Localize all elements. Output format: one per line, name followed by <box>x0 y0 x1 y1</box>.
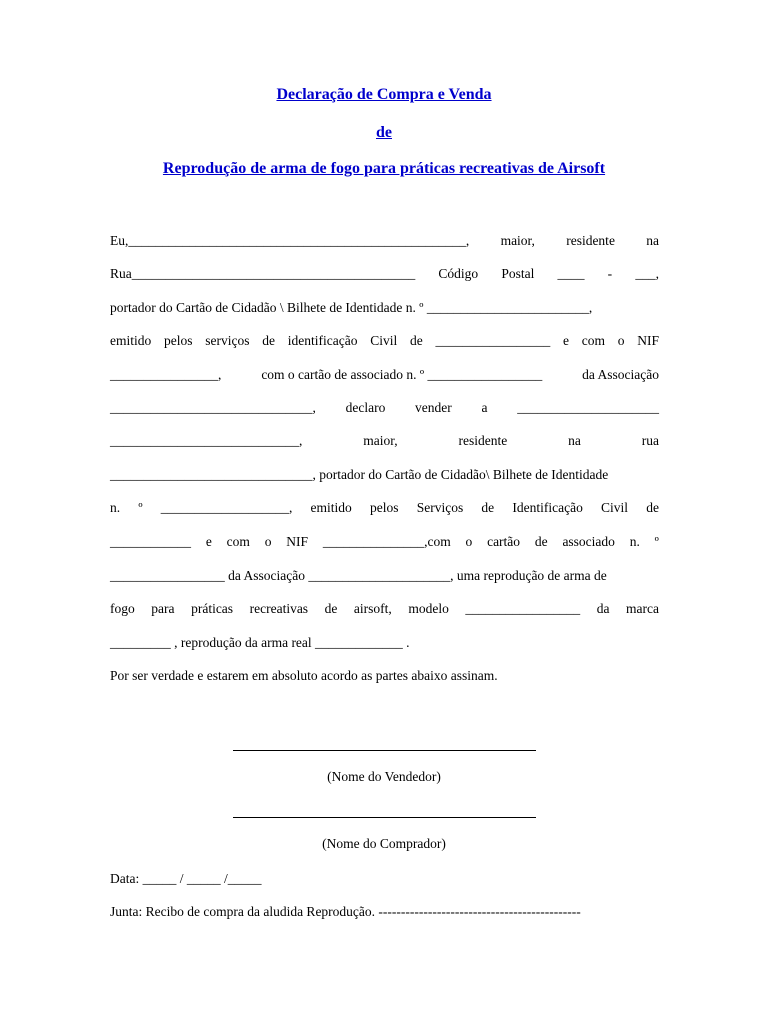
body-word: _________________ <box>465 601 581 616</box>
body-line <box>110 534 659 550</box>
body-word: serviços <box>205 333 250 348</box>
seller-name-label: (Nome do Vendedor) <box>327 769 441 784</box>
date-text: Data: _____ / _____ /_____ <box>110 871 262 886</box>
body-word: associado <box>562 534 615 549</box>
body-word: ______________________________, <box>110 400 316 415</box>
body-word: n. <box>110 500 121 515</box>
body-word: ___________________, <box>160 500 293 515</box>
body-line <box>110 300 659 316</box>
body-word: Rua__________________________________________ <box>110 266 416 281</box>
body-word: com <box>226 534 250 549</box>
body-word: n. <box>629 534 640 549</box>
body-word: pelos <box>370 500 399 515</box>
body-word: cartão <box>487 534 521 549</box>
body-word: NIF <box>637 333 659 348</box>
body-word: de <box>262 333 275 348</box>
body-word: airsoft, <box>353 601 392 616</box>
buyer-signature-line <box>233 817 536 818</box>
body-word: Postal <box>501 266 535 281</box>
body-word: ________________, <box>110 367 222 382</box>
body-line <box>110 233 659 249</box>
body-word: declaro <box>345 400 386 415</box>
body-word: para <box>151 601 175 616</box>
body-word: _____________________ <box>517 400 659 415</box>
body-word: emitido <box>110 333 152 348</box>
body-word: _________________ da Associação _____________________, uma reprodução de arma de <box>110 568 607 583</box>
body-line <box>110 367 659 383</box>
body-line <box>110 668 659 684</box>
body-word: modelo <box>408 601 449 616</box>
body-line <box>110 467 659 483</box>
body-word: práticas <box>191 601 234 616</box>
body-word: residente <box>458 433 508 448</box>
body-word: recreativas <box>249 601 309 616</box>
body-word: de <box>534 534 548 549</box>
document-subtitle: Reprodução de arma de fogo para práticas recreativas de Airsoft <box>162 160 606 177</box>
body-word: de <box>481 500 495 515</box>
body-word: identificação <box>287 333 358 348</box>
body-word: da Associação <box>582 367 659 382</box>
body-word: com <box>581 333 605 348</box>
body-word: portador do Cartão de Cidadão \ Bilhete de Identidade n. º ________________________, <box>110 300 593 315</box>
seller-signature-line <box>233 750 536 751</box>
body-word: Civil <box>370 333 398 348</box>
body-word: maior, <box>363 433 398 448</box>
body-word: vender <box>415 400 452 415</box>
body-line <box>110 266 659 282</box>
document-title-connector: de <box>376 124 392 141</box>
body-word: Serviços <box>416 500 464 515</box>
body-word: Eu,__________________________________________________, <box>110 233 470 248</box>
body-word: Por ser verdade e estarem em absoluto acordo as partes abaixo assinam. <box>110 668 498 683</box>
body-word: pelos <box>164 333 193 348</box>
body-word: ______________________________, portador do Cartão de Cidadão\ Bilhete de Identidade <box>110 467 609 482</box>
body-word: _______________,com <box>322 534 451 549</box>
body-word: o <box>264 534 272 549</box>
body-line <box>110 333 659 349</box>
body-line <box>110 635 659 651</box>
body-word: e <box>205 534 212 549</box>
body-word: _________________ <box>435 333 551 348</box>
body-word: emitido <box>310 500 352 515</box>
body-word: ____________________________, <box>110 433 303 448</box>
body-word: Identificação <box>512 500 583 515</box>
body-word: de <box>324 601 338 616</box>
buyer-name-label: (Nome do Comprador) <box>322 836 446 851</box>
body-word: a <box>481 400 488 415</box>
body-word: na <box>568 433 581 448</box>
body-word: com o cartão de associado n. º _________________ <box>261 367 543 382</box>
body-word: ____ <box>557 266 585 281</box>
body-word: maior, <box>500 233 535 248</box>
body-word: NIF <box>286 534 309 549</box>
body-word: rua <box>641 433 659 448</box>
attachment-text: Junta: Recibo de compra da aludida Reprodução. --------------------------------------------- <box>110 904 581 919</box>
body-word: ___, <box>635 266 659 281</box>
date-line <box>110 871 659 887</box>
body-word: na <box>646 233 659 248</box>
body-line <box>110 433 659 449</box>
body-word: de <box>409 333 423 348</box>
body-word: da <box>596 601 610 616</box>
document-title: Declaração de Compra e Venda <box>276 86 492 103</box>
body-word: Civil <box>601 500 629 515</box>
body-word: de <box>646 500 659 515</box>
body-word: - <box>607 266 613 281</box>
body-line <box>110 400 659 416</box>
body-word: ____________ <box>110 534 191 549</box>
body-line <box>110 568 659 584</box>
body-word: o <box>617 333 625 348</box>
body-word: o <box>465 534 473 549</box>
body-word: Código <box>438 266 479 281</box>
body-word: fogo <box>110 601 135 616</box>
body-word: º <box>654 534 659 549</box>
body-word: _________ , reprodução da arma real _____________ . <box>110 635 410 650</box>
body-word: º <box>138 500 143 515</box>
body-line <box>110 500 659 516</box>
body-word: e <box>562 333 569 348</box>
attachment-line <box>110 904 659 920</box>
body-word: residente <box>566 233 615 248</box>
body-line <box>110 601 659 617</box>
body-word: marca <box>625 601 659 616</box>
